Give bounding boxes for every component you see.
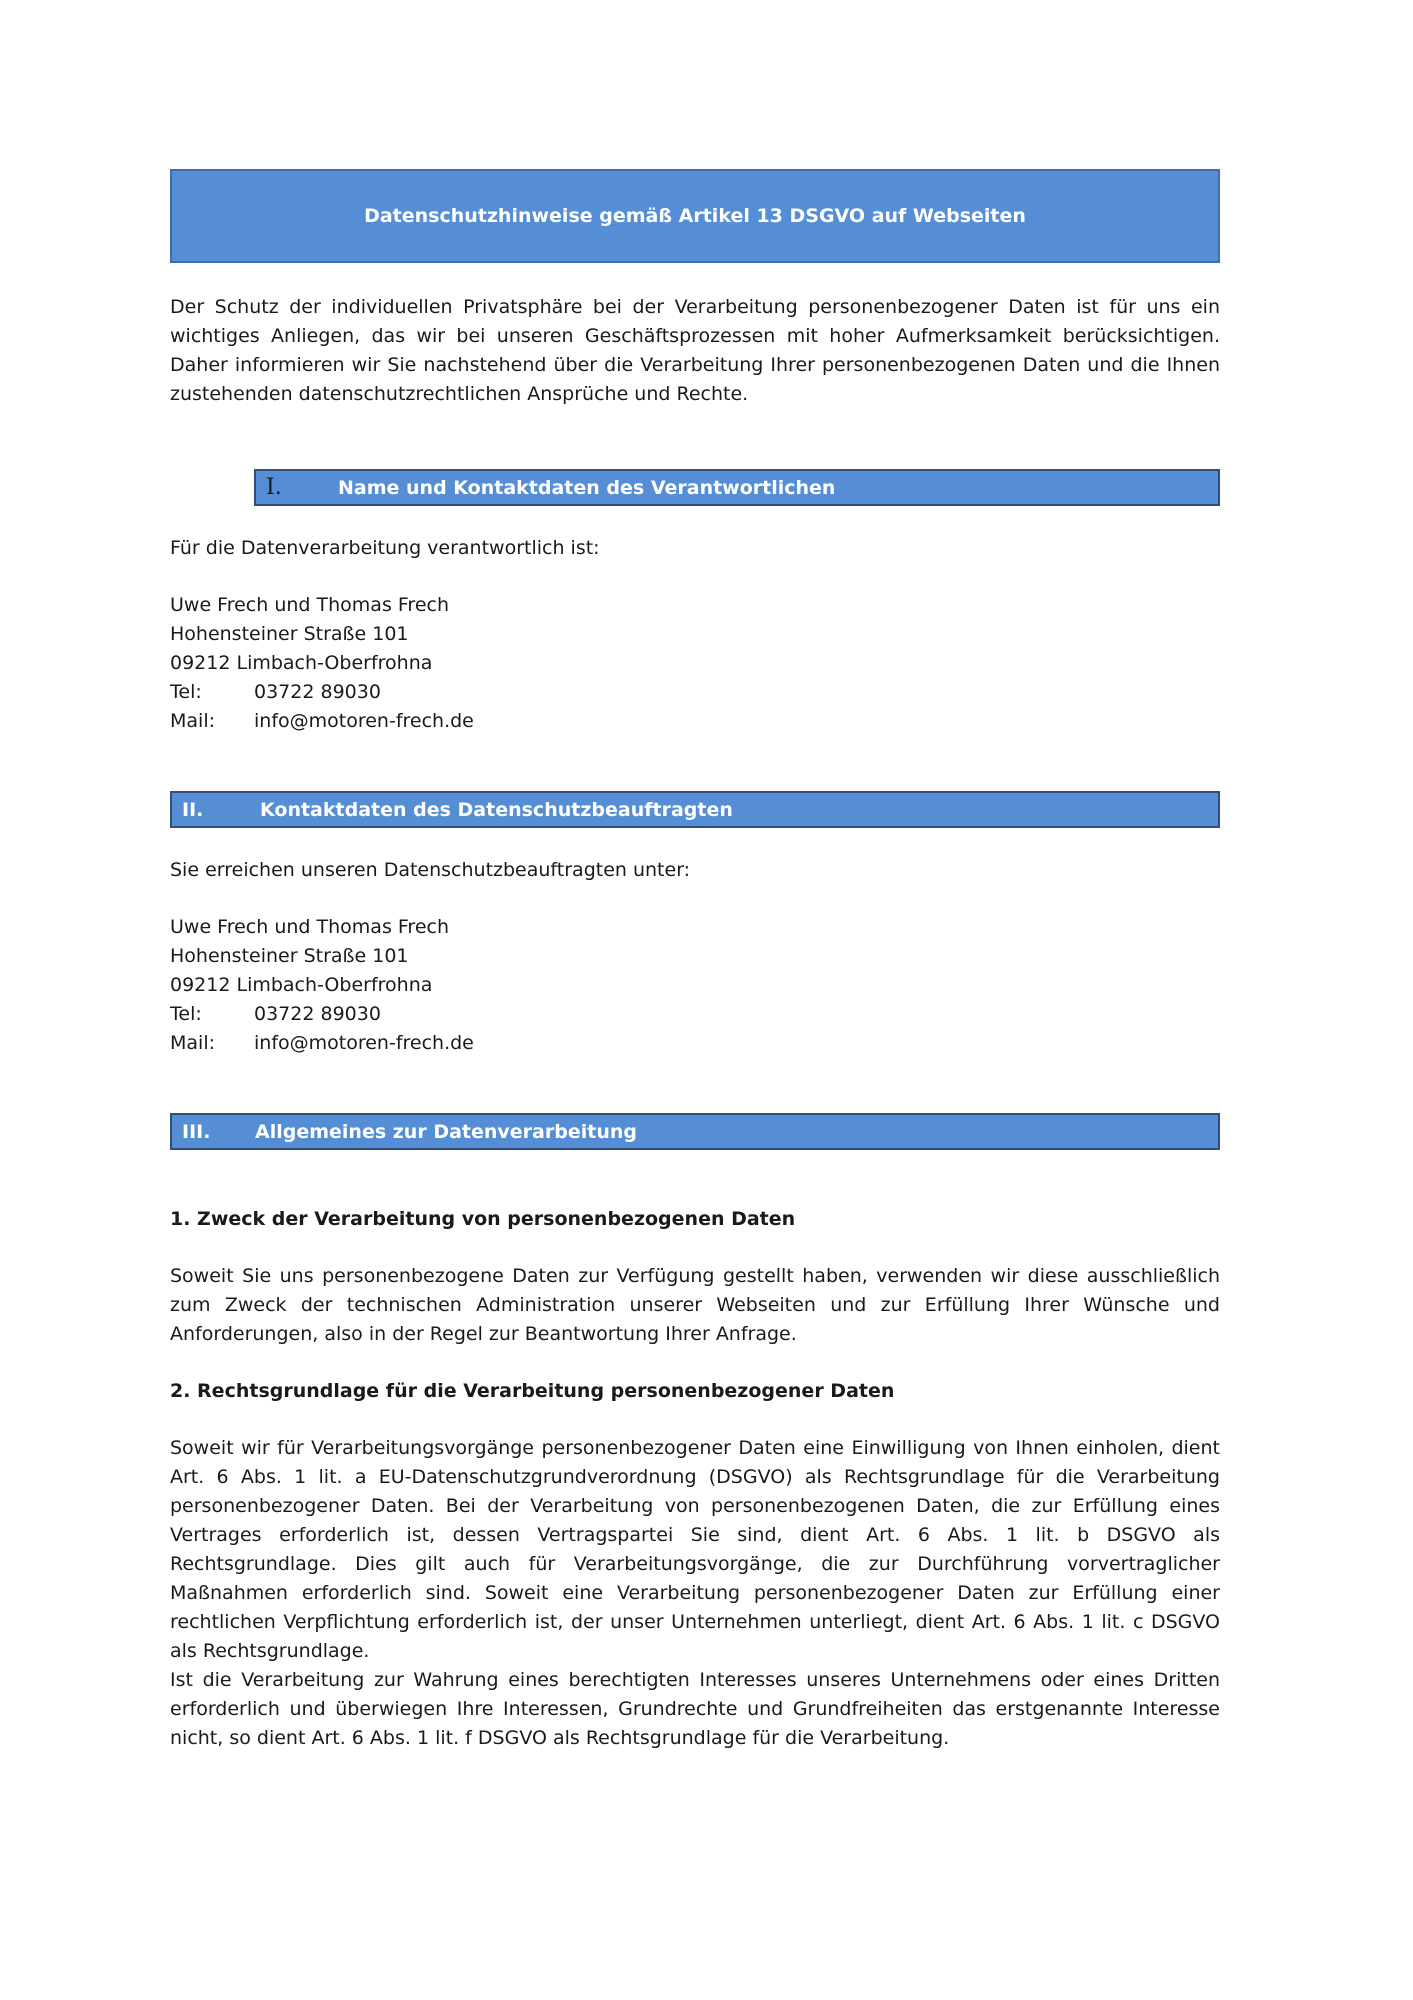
section-1-contact-block bbox=[170, 591, 1220, 736]
section-2-contact-name: Uwe Frech und Thomas Frech bbox=[170, 916, 449, 938]
section-1-header bbox=[254, 469, 1220, 506]
section-3-title: Allgemeines zur Datenverarbeitung bbox=[255, 1120, 637, 1143]
mail-label: Mail: bbox=[170, 710, 215, 732]
section-1-intro: Für die Datenverarbeitung verantwortlich ist: bbox=[170, 537, 600, 559]
section-2-contact-street: Hohensteiner Straße 101 bbox=[170, 945, 409, 967]
section-2-contact-tel bbox=[170, 1000, 1220, 1029]
section-3-header bbox=[170, 1113, 1220, 1150]
section-1-contact-tel bbox=[170, 678, 1220, 707]
section-1-contact-city: 09212 Limbach-Oberfrohna bbox=[170, 652, 433, 674]
tel-value: 03722 89030 bbox=[254, 1003, 381, 1025]
subsection-2-heading: 2. Rechtsgrundlage für die Verarbeitung personenbezogener Daten bbox=[170, 1380, 895, 1402]
subsection-2-text-2: Ist die Verarbeitung zur Wahrung eines berechtigten Interesses unseres Unternehmens oder eines Dritten erforderlich und überwiegen Ihre Interessen, Grundrechte und Grundfreiheiten das erstgenannte Interesse nicht, so dient Art. 6 Abs. 1 lit. f DSGVO als Rechtsgrundlage für die Verarbeitung. bbox=[170, 1669, 1220, 1749]
section-2-title: Kontaktdaten des Datenschutzbeauftragten bbox=[260, 798, 733, 821]
tel-label: Tel: bbox=[170, 681, 202, 703]
section-2-number: II. bbox=[182, 798, 204, 821]
section-1-contact-street: Hohensteiner Straße 101 bbox=[170, 623, 409, 645]
intro-paragraph: Der Schutz der individuellen Privatsphäre bei der Verarbeitung personenbezogener Daten ist für uns ein wichtiges Anliegen, das wir bei unseren Geschäftsprozessen mit hoher Aufmerksamkeit berücksichtigen. Daher informieren wir Sie nachstehend über die Verarbeitung Ihrer personenbezogenen Daten und die Ihnen zustehenden datenschutzrechtlichen Ansprüche und Rechte. bbox=[170, 296, 1220, 405]
section-2-contact-block bbox=[170, 913, 1220, 1058]
tel-value: 03722 89030 bbox=[254, 681, 381, 703]
mail-value: info@motoren-frech.de bbox=[254, 710, 474, 732]
document-page bbox=[170, 169, 1220, 1753]
section-2-contact-mail bbox=[170, 1029, 1220, 1058]
section-1-number: I. bbox=[266, 475, 282, 500]
section-3-number: III. bbox=[182, 1120, 211, 1143]
document-title: Datenschutzhinweise gemäß Artikel 13 DSGVO auf Webseiten bbox=[364, 205, 1026, 227]
subsection-1-heading: 1. Zweck der Verarbeitung von personenbezogenen Daten bbox=[170, 1208, 796, 1230]
section-1-contact-mail bbox=[170, 707, 1220, 736]
section-2-intro: Sie erreichen unseren Datenschutzbeauftragten unter: bbox=[170, 859, 691, 881]
section-2-header bbox=[170, 791, 1220, 828]
section-1-title: Name und Kontaktdaten des Verantwortlichen bbox=[338, 476, 836, 499]
section-1-contact-name: Uwe Frech und Thomas Frech bbox=[170, 594, 449, 616]
mail-label: Mail: bbox=[170, 1032, 215, 1054]
subsection-1-text: Soweit Sie uns personenbezogene Daten zur Verfügung gestellt haben, verwenden wir diese ausschließlich zum Zweck der technischen Administration unserer Webseiten und zur Erfüllung Ihrer Wünsche und Anforderungen, also in der Regel zur Beantwortung Ihrer Anfrage. bbox=[170, 1265, 1220, 1345]
mail-value: info@motoren-frech.de bbox=[254, 1032, 474, 1054]
document-title-box bbox=[170, 169, 1220, 263]
subsection-2-text-1: Soweit wir für Verarbeitungsvorgänge personenbezogener Daten eine Einwilligung von Ihnen einholen, dient Art. 6 Abs. 1 lit. a EU-Datenschutzgrundverordnung (DSGVO) als Rechtsgrundlage für die Verarbeitung personenbezogener Daten. Bei der Verarbeitung von personenbezogenen Daten, die zur Erfüllung eines Vertrages erforderlich ist, dessen Vertragspartei Sie sind, dient Art. 6 Abs. 1 lit. b DSGVO als Rechtsgrundlage. Dies gilt auch für Verarbeitungsvorgänge, die zur Durchführung vorvertraglicher Maßnahmen erforderlich sind. Soweit eine Verarbeitung personenbezogener Daten zur Erfüllung einer rechtlichen Verpflichtung erforderlich ist, der unser Unternehmen unterliegt, dient Art. 6 Abs. 1 lit. c DSGVO als Rechtsgrundlage. bbox=[170, 1437, 1220, 1662]
tel-label: Tel: bbox=[170, 1003, 202, 1025]
section-2-contact-city: 09212 Limbach-Oberfrohna bbox=[170, 974, 433, 996]
